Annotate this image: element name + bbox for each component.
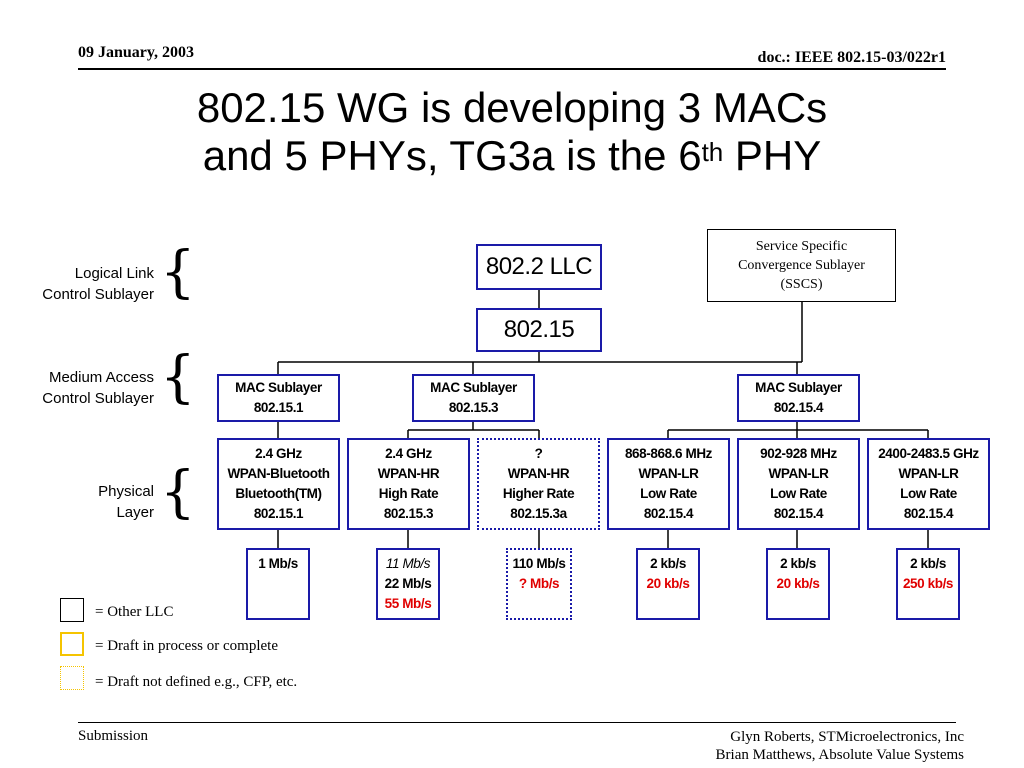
phy-standard: 802.15.4 bbox=[773, 506, 824, 521]
title-line-1: 802.15 WG is developing 3 MACs bbox=[196, 84, 828, 131]
brace-phy: { bbox=[160, 460, 196, 525]
rate-value: 22 Mb/s bbox=[384, 576, 432, 591]
phy-rate-class: Bluetooth(TM) bbox=[235, 486, 322, 501]
box-802-2-llc: 802.2 LLC bbox=[476, 244, 602, 290]
phy-band: 2.4 GHz bbox=[255, 446, 302, 461]
rate-value-red: 250 kb/s bbox=[902, 576, 954, 591]
label-phy-line-1: Physical bbox=[98, 483, 154, 500]
legend-swatch-other-llc bbox=[60, 598, 84, 622]
mac-label: MAC Sublayer bbox=[430, 380, 517, 395]
rate-value-red: ? Mb/s bbox=[518, 576, 560, 591]
sscs-line-2: Convergence Sublayer bbox=[738, 258, 865, 273]
footer-author-2: Brian Matthews, Absolute Value Systems bbox=[715, 747, 964, 763]
box-phy-915mhz bbox=[737, 438, 860, 530]
title-line-2-end: PHY bbox=[723, 132, 822, 179]
label-mac-line-2: Control Sublayer bbox=[42, 390, 154, 407]
rate-box-802-15-3 bbox=[376, 548, 440, 620]
phy-band: 902-928 MHz bbox=[760, 446, 837, 461]
label-llc-sublayer bbox=[42, 263, 154, 305]
mac-standard: 802.15.4 bbox=[773, 400, 824, 415]
footer-author-1: Glyn Roberts, STMicroelectronics, Inc bbox=[730, 729, 964, 745]
rate-value: 2 kb/s bbox=[650, 556, 686, 571]
phy-band: 2.4 GHz bbox=[385, 446, 432, 461]
phy-name: WPAN-LR bbox=[898, 466, 959, 481]
legend-swatch-draft bbox=[60, 632, 84, 656]
box-phy-802-15-3 bbox=[347, 438, 470, 530]
footer-rule bbox=[78, 722, 956, 723]
rate-value-italic: 11 Mb/s bbox=[385, 556, 431, 571]
phy-rate-class: High Rate bbox=[378, 486, 439, 501]
label-physical-layer bbox=[98, 481, 154, 523]
rate-value-red: 20 kb/s bbox=[776, 576, 820, 591]
phy-standard: 802.15.3 bbox=[383, 506, 434, 521]
rate-value: 2 kb/s bbox=[780, 556, 816, 571]
box-mac-802-15-3 bbox=[412, 374, 535, 422]
label-mac-line-1: Medium Access bbox=[48, 369, 154, 386]
sscs-line-1: Service Specific bbox=[755, 239, 848, 254]
phy-rate-class: Higher Rate bbox=[502, 486, 575, 501]
phy-band: 868-868.6 MHz bbox=[624, 446, 713, 461]
label-mac-sublayer bbox=[42, 367, 154, 409]
footer-authors bbox=[716, 728, 964, 764]
label-phy-line-2: Layer bbox=[116, 504, 154, 521]
legend-draft: = Draft in process or complete bbox=[95, 638, 278, 654]
phy-name: WPAN-Bluetooth bbox=[227, 466, 330, 481]
phy-rate-class: Low Rate bbox=[640, 486, 697, 501]
phy-band: 2400-2483.5 GHz bbox=[878, 446, 979, 461]
phy-rate-class: Low Rate bbox=[900, 486, 957, 501]
box-phy-802-15-1 bbox=[217, 438, 340, 530]
brace-llc: { bbox=[160, 240, 196, 305]
rate-value: 2 kb/s bbox=[910, 556, 946, 571]
box-mac-802-15-1 bbox=[217, 374, 340, 422]
phy-standard: 802.15.4 bbox=[643, 506, 694, 521]
box-mac-802-15-4 bbox=[737, 374, 860, 422]
header-doc-id: doc.: IEEE 802.15-03/022r1 bbox=[757, 49, 946, 66]
mac-standard: 802.15.3 bbox=[448, 400, 499, 415]
phy-standard: 802.15.3a bbox=[510, 506, 567, 521]
legend-swatch-not-defined bbox=[60, 666, 84, 690]
rate-value-red: 55 Mb/s bbox=[384, 596, 432, 611]
rate-value: 1 Mb/s bbox=[258, 556, 298, 571]
phy-standard: 802.15.4 bbox=[903, 506, 954, 521]
phy-standard: 802.15.1 bbox=[253, 506, 304, 521]
phy-band: ? bbox=[534, 446, 543, 461]
phy-rate-class: Low Rate bbox=[770, 486, 827, 501]
legend-not-defined: = Draft not defined e.g., CFP, etc. bbox=[95, 674, 298, 690]
rate-box-868mhz bbox=[636, 548, 700, 620]
box-phy-802-15-3a bbox=[477, 438, 600, 530]
legend-other-llc: = Other LLC bbox=[95, 604, 174, 620]
phy-name: WPAN-HR bbox=[377, 466, 440, 481]
rate-box-915mhz bbox=[766, 548, 830, 620]
brace-mac: { bbox=[160, 345, 196, 410]
header-date: 09 January, 2003 bbox=[78, 44, 195, 61]
mac-label: MAC Sublayer bbox=[755, 380, 842, 395]
rate-value-red: 20 kb/s bbox=[646, 576, 690, 591]
mac-label: MAC Sublayer bbox=[235, 380, 322, 395]
rate-box-802-15-1 bbox=[246, 548, 310, 620]
phy-name: WPAN-LR bbox=[768, 466, 829, 481]
title-line-2-text: and 5 PHYs, TG3a is the 6 bbox=[202, 132, 702, 179]
title-superscript: th bbox=[701, 137, 724, 167]
mac-standard: 802.15.1 bbox=[253, 400, 304, 415]
box-802-15: 802.15 bbox=[476, 308, 602, 352]
sscs-line-3: (SSCS) bbox=[780, 277, 823, 292]
footer-submission: Submission bbox=[78, 728, 149, 744]
box-phy-868mhz bbox=[607, 438, 730, 530]
box-sscs bbox=[707, 229, 896, 302]
rate-box-802-15-3a bbox=[506, 548, 572, 620]
rate-value: 110 Mb/s bbox=[512, 556, 566, 571]
phy-name: WPAN-LR bbox=[638, 466, 699, 481]
box-phy-2400mhz bbox=[867, 438, 990, 530]
phy-name: WPAN-HR bbox=[507, 466, 570, 481]
label-llc-line-2: Control Sublayer bbox=[42, 286, 154, 303]
label-llc-line-1: Logical Link bbox=[74, 265, 154, 282]
rate-box-2400mhz bbox=[896, 548, 960, 620]
